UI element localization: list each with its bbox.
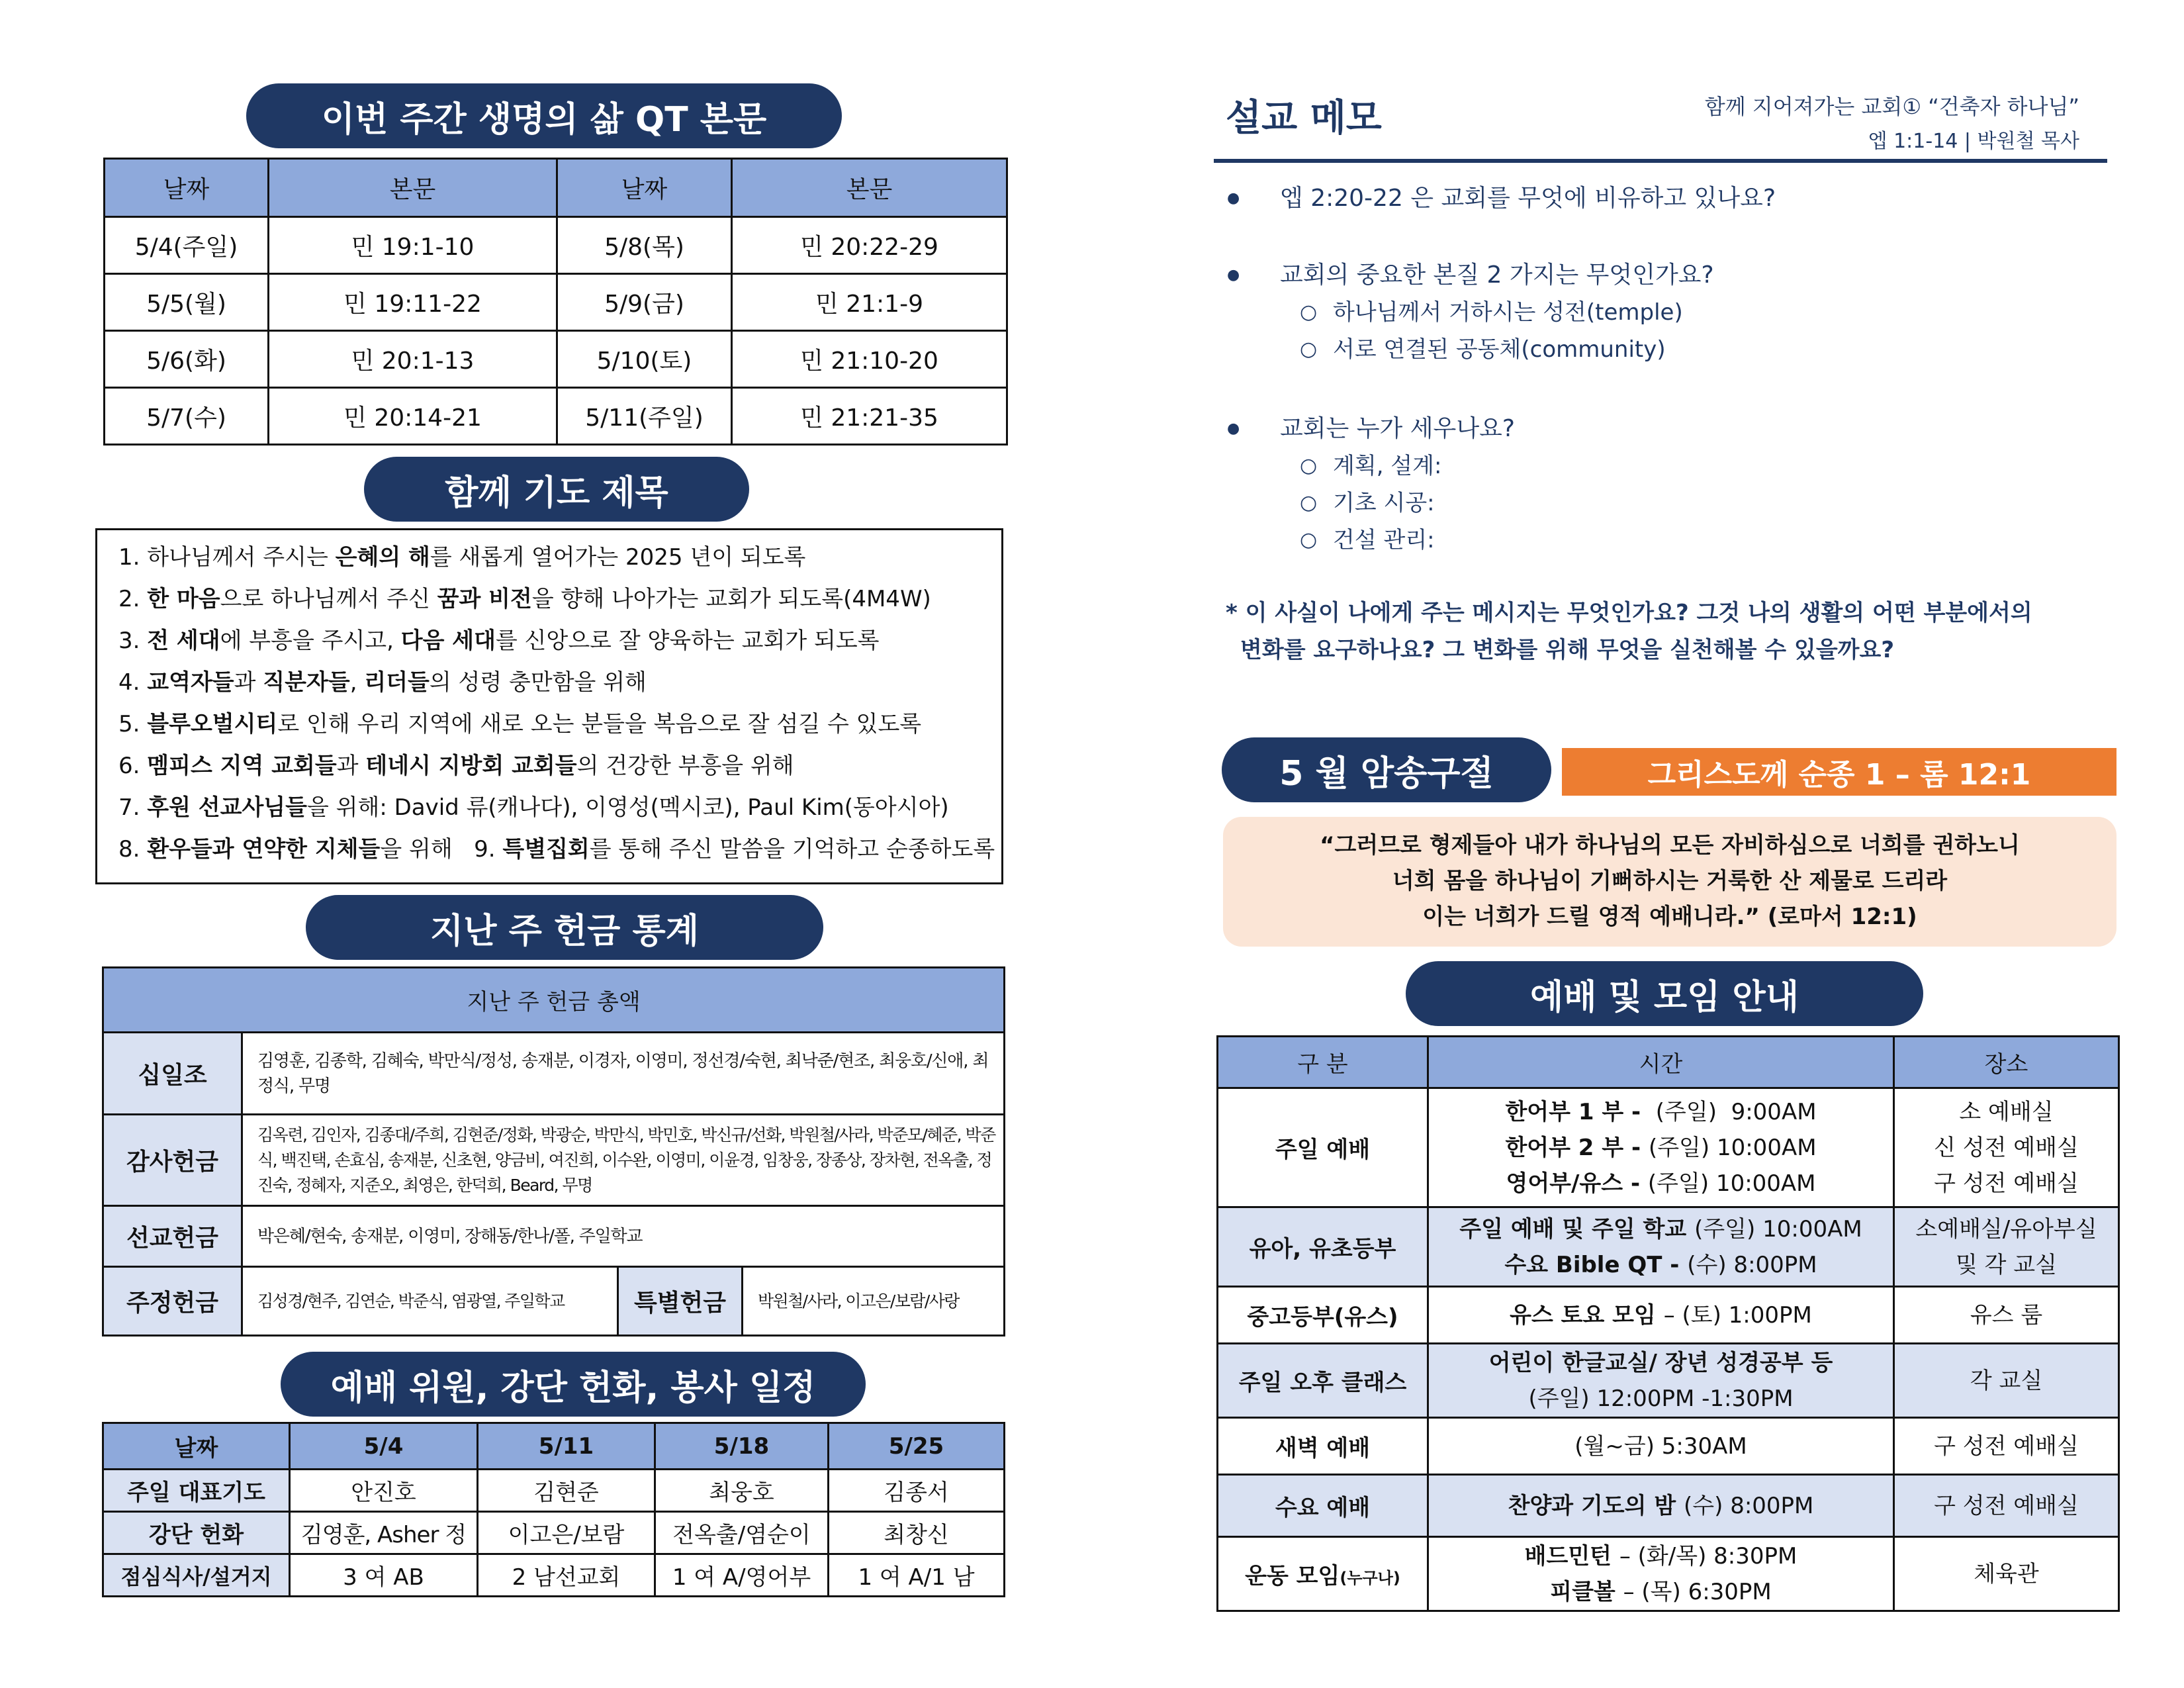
prayer-title-banner <box>364 457 749 522</box>
prayer-list <box>118 537 1001 870</box>
duty-cell: 안진호 <box>290 1470 478 1512</box>
prayer-item <box>118 745 1001 787</box>
sermon-sub-point: ○ 하나님께서 거하시는 성전(temple) <box>1220 294 2094 331</box>
table-row <box>1218 1537 2119 1611</box>
prayer-item-text: 한 마음 <box>147 586 220 612</box>
table-row <box>103 1512 1005 1554</box>
verse-box <box>1223 817 2116 947</box>
worship-time-text: (주일) 9:00AM <box>1648 1098 1817 1125</box>
worship-category-label: 유아, 유초등부 <box>1249 1236 1396 1262</box>
prayer-item-number: 8. <box>118 836 148 863</box>
worship-time-line <box>1429 1247 1893 1283</box>
duty-cell: 1 여 A/영어부 <box>655 1554 829 1597</box>
worship-place-line: 소 예배실 <box>1959 1098 2054 1125</box>
qt-cell: 5/11(주일) <box>557 388 732 445</box>
worship-category <box>1218 1475 1428 1537</box>
prayer-item <box>118 537 1001 579</box>
prayer-item-text: 에 부흥을 주시고, <box>220 628 401 654</box>
qt-cell: 민 21:21-35 <box>732 388 1007 445</box>
sermon-divider <box>1214 159 2107 163</box>
worship-time-line <box>1429 1211 1893 1247</box>
table-row <box>103 1206 1005 1267</box>
table-row <box>103 1554 1005 1597</box>
offering-names: 박원철/사라, 이고은/보람/사랑 <box>743 1267 1005 1336</box>
worship-place <box>1894 1207 2119 1287</box>
qt-cell: 민 20:1-13 <box>269 331 557 388</box>
worship-place-line: 구 성전 예배실 <box>1934 1492 2079 1519</box>
worship-category <box>1218 1207 1428 1287</box>
offering-names: 박은혜/현숙, 송재분, 이영미, 장해동/한나/폴, 주일학교 <box>242 1206 1005 1267</box>
prayer-item-text: 블루오벌시티 <box>147 711 278 737</box>
worship-category <box>1218 1287 1428 1344</box>
prayer-item-number: 7. <box>118 794 148 821</box>
worship-time-text: 찬양과 기도의 밤 <box>1508 1492 1684 1519</box>
table-row <box>105 388 1007 445</box>
worship-time-text: 주일 예배 및 주일 학교 <box>1459 1215 1695 1243</box>
verse-line: “그러므로 형제들아 내가 하나님의 모든 자비하심으로 너희를 권하노니 <box>1320 832 2020 859</box>
prayer-item-text: 다음 세대 <box>400 628 496 654</box>
duty-title: 예배 위원, 강단 헌화, 봉사 일정 <box>330 1368 816 1408</box>
offering-table <box>102 966 1005 1336</box>
qt-cell: 5/4(주일) <box>105 217 269 274</box>
offering-title-banner <box>306 895 823 960</box>
worship-place-line: 및 각 교실 <box>1956 1251 2057 1278</box>
duty-label: 강단 헌화 <box>103 1512 290 1554</box>
prayer-box <box>95 528 1003 884</box>
table-row <box>1218 1344 2119 1418</box>
prayer-item-text: 과 <box>336 753 366 779</box>
worship-category <box>1218 1088 1428 1207</box>
sermon-sub-point: ○ 건설 관리: <box>1220 522 2094 559</box>
qt-header-passage: 본문 <box>732 159 1007 217</box>
worship-place <box>1894 1418 2119 1475</box>
worship-category-note: (누구나) <box>1340 1569 1400 1587</box>
worship-time-text: (주일) 10:00AM <box>1694 1215 1862 1243</box>
worship-category-label: 중고등부(유스) <box>1247 1304 1398 1331</box>
worship-place-line: 소예배실/유아부실 <box>1915 1215 2097 1243</box>
worship-time <box>1428 1287 1894 1344</box>
worship-title-banner <box>1406 961 1923 1026</box>
prayer-item-text: 교역자들 <box>147 669 234 696</box>
qt-cell: 민 20:22-29 <box>732 217 1007 274</box>
prayer-item <box>118 579 1001 620</box>
verse-line: 너희 몸을 하나님이 기뻐하시는 거룩한 산 제물로 드리라 <box>1392 868 1948 894</box>
worship-time <box>1428 1537 1894 1611</box>
worship-time-text: (월~금) 5:30AM <box>1574 1432 1747 1460</box>
worship-category-label: 새벽 예배 <box>1275 1435 1371 1462</box>
prayer-item-text: 을 위해 9. <box>380 836 503 863</box>
qt-cell: 민 19:1-10 <box>269 217 557 274</box>
offering-label: 주정헌금 <box>103 1267 242 1336</box>
sermon-reference: 엡 1:1-14 | 박원철 목사 <box>1868 130 2079 153</box>
verse-tag-label: 그리스도께 순종 1 – 롬 12:1 <box>1647 758 2031 792</box>
table-row <box>1218 1475 2119 1537</box>
duty-cell: 김종서 <box>829 1470 1005 1512</box>
prayer-item <box>118 620 1001 662</box>
offering-names: 김영훈, 김종학, 김혜숙, 박만식/정성, 송재분, 이경자, 이영미, 정선경/숙현, 최낙준/현조, 최웅호/신애, 최정식, 무명 <box>242 1033 1005 1115</box>
worship-time-line <box>1429 1297 1893 1333</box>
verse-title-banner <box>1222 737 1551 802</box>
worship-time <box>1428 1088 1894 1207</box>
worship-place <box>1894 1287 2119 1344</box>
qt-cell: 민 20:14-21 <box>269 388 557 445</box>
worship-time-text: – (목) 6:30PM <box>1623 1578 1772 1605</box>
qt-cell: 민 19:11-22 <box>269 274 557 331</box>
worship-time-text: 한어부 2 부 - <box>1505 1134 1649 1161</box>
worship-title: 예배 및 모임 안내 <box>1530 977 1799 1017</box>
qt-cell: 5/8(목) <box>557 217 732 274</box>
offering-label: 특별헌금 <box>618 1267 743 1336</box>
table-row <box>1218 1418 2119 1475</box>
prayer-item <box>118 704 1001 745</box>
worship-place <box>1894 1537 2119 1611</box>
prayer-title: 함께 기도 제목 <box>445 473 668 513</box>
prayer-item-number: 1. <box>118 544 148 571</box>
prayer-item-text: 을 위해: David 류(캐나다), 이영성(멕시코), Paul Kim(동아시아) <box>307 794 949 821</box>
qt-cell: 5/10(토) <box>557 331 732 388</box>
qt-cell: 민 21:10-20 <box>732 331 1007 388</box>
prayer-item-text: 로 인해 우리 지역에 새로 오는 분들을 복음으로 잘 섬길 수 있도록 <box>277 711 922 737</box>
duty-header: 5/11 <box>478 1423 655 1470</box>
offering-label: 십일조 <box>103 1033 242 1115</box>
worship-time-text: (주일) 12:00PM -1:30PM <box>1528 1385 1794 1412</box>
worship-table <box>1216 1035 2120 1612</box>
offering-title: 지난 주 헌금 통계 <box>430 911 699 951</box>
worship-place-line: 체육관 <box>1974 1560 2039 1587</box>
duty-cell: 2 남선교회 <box>478 1554 655 1597</box>
prayer-item-text: 전 세대 <box>147 628 220 654</box>
prayer-item-text: 의 건강한 부흥을 위해 <box>576 753 794 779</box>
duty-cell: 3 여 AB <box>290 1554 478 1597</box>
prayer-item-text: 꿈과 비전 <box>437 586 532 612</box>
duty-title-banner <box>281 1352 866 1417</box>
qt-header-date: 날짜 <box>557 159 732 217</box>
sermon-note-line: * 이 사실이 나에게 주는 메시지는 무엇인가요? 그것 나의 생활의 어떤 부분에서의 <box>1226 600 2032 626</box>
qt-table <box>103 158 1008 445</box>
duty-cell: 김영훈, Asher 정 <box>290 1512 478 1554</box>
duty-header: 5/4 <box>290 1423 478 1470</box>
qt-header-passage: 본문 <box>269 159 557 217</box>
worship-time-line <box>1429 1094 1893 1130</box>
table-row <box>105 274 1007 331</box>
worship-time-text: (주일) 10:00AM <box>1647 1170 1816 1197</box>
prayer-item-number: 3. <box>118 628 148 654</box>
prayer-item-text: 리더들 <box>364 669 430 696</box>
sermon-note <box>1226 594 2032 669</box>
worship-place-line: 구 성전 예배실 <box>1934 1432 2079 1460</box>
worship-time-line <box>1429 1130 1893 1166</box>
prayer-item-text: 과 <box>234 669 263 696</box>
prayer-item-text: 직분자들 <box>263 669 350 696</box>
prayer-item-text: 은혜의 해 <box>335 544 430 571</box>
sermon-sub-point: ○ 서로 연결된 공동체(community) <box>1220 331 2094 368</box>
worship-time-text: 어린이 한글교실/ 장년 성경공부 등 <box>1488 1349 1833 1376</box>
prayer-item-text: 하나님께서 주시는 <box>147 544 336 571</box>
duty-cell: 최창신 <box>829 1512 1005 1554</box>
sermon-question: ● 엡 2:20-22 은 교회를 무엇에 비유하고 있나요? <box>1220 180 2094 217</box>
qt-cell: 민 21:1-9 <box>732 274 1007 331</box>
table-row <box>105 331 1007 388</box>
verse-title: 5 월 암송구절 <box>1279 753 1494 794</box>
worship-time-text: 수요 Bible QT - <box>1504 1251 1688 1278</box>
table-row <box>103 1115 1005 1206</box>
prayer-item <box>118 829 1001 870</box>
table-row <box>1218 1287 2119 1344</box>
table-row <box>103 1267 1005 1336</box>
prayer-item-text: 테네시 지방회 교회들 <box>365 753 577 779</box>
qt-cell: 5/6(화) <box>105 331 269 388</box>
worship-place-line: 구 성전 예배실 <box>1934 1170 2079 1197</box>
duty-cell: 전옥출/염순이 <box>655 1512 829 1554</box>
worship-place <box>1894 1475 2119 1537</box>
worship-category-label: 주일 오후 클래스 <box>1238 1370 1407 1396</box>
verse-tag <box>1562 748 2116 796</box>
worship-place-line: 유스 룸 <box>1970 1301 2043 1329</box>
worship-time-line <box>1429 1381 1893 1417</box>
table-row <box>105 217 1007 274</box>
worship-header: 장소 <box>1894 1037 2119 1088</box>
duty-header: 5/25 <box>829 1423 1005 1470</box>
prayer-item-text: 특별집회 <box>502 836 590 863</box>
sermon-title: 설교 메모 <box>1226 97 1382 140</box>
worship-time-line <box>1429 1488 1893 1524</box>
worship-header: 시간 <box>1428 1037 1894 1088</box>
table-row <box>103 1033 1005 1115</box>
qt-cell: 5/9(금) <box>557 274 732 331</box>
prayer-item-text: 환우들과 연약한 지체들 <box>147 836 381 863</box>
prayer-item <box>118 787 1001 829</box>
prayer-item-number: 5. <box>118 711 148 737</box>
duty-label: 점심식사/설거지 <box>103 1554 290 1597</box>
duty-table <box>102 1422 1005 1597</box>
duty-cell: 이고은/보람 <box>478 1512 655 1554</box>
duty-cell: 김현준 <box>478 1470 655 1512</box>
worship-header: 구 분 <box>1218 1037 1428 1088</box>
table-row <box>1218 1088 2119 1207</box>
worship-time-text: – (화/목) 8:30PM <box>1619 1542 1797 1570</box>
sermon-question-list <box>1220 180 2094 559</box>
worship-time <box>1428 1344 1894 1418</box>
prayer-item <box>118 662 1001 704</box>
prayer-item-text: 후원 선교사님들 <box>147 794 307 821</box>
prayer-item-text: 를 새롭게 열어가는 2025 년이 되도록 <box>430 544 806 571</box>
sermon-note-line: 변화를 요구하나요? 그 변화를 위해 무엇을 실천해볼 수 있을까요? <box>1240 637 1895 663</box>
worship-time <box>1428 1207 1894 1287</box>
worship-category-label: 주일 예배 <box>1275 1137 1371 1163</box>
worship-time-text: 영어부/유스 - <box>1506 1170 1648 1197</box>
worship-time-text: 배드민턴 <box>1524 1542 1619 1570</box>
worship-category <box>1218 1418 1428 1475</box>
worship-time <box>1428 1475 1894 1537</box>
qt-cell: 5/5(월) <box>105 274 269 331</box>
worship-category <box>1218 1537 1428 1611</box>
duty-cell: 1 여 A/1 남 <box>829 1554 1005 1597</box>
sermon-series: 함께 지어져가는 교회① “건축자 하나님” <box>1704 94 2079 119</box>
prayer-item-text: 를 통해 주신 말씀을 기억하고 순종하도록 <box>589 836 995 863</box>
prayer-item-number: 6. <box>118 753 148 779</box>
sermon-sub-point: ○ 기초 시공: <box>1220 485 2094 522</box>
sermon-question: ● 교회는 누가 세우나요? <box>1220 410 2094 447</box>
worship-category-label: 수요 예배 <box>1275 1495 1371 1521</box>
offering-total-header: 지난 주 헌금 총액 <box>103 968 1005 1033</box>
worship-category-label: 운동 모임 <box>1245 1563 1340 1589</box>
verse-line: 이는 너희가 드릴 영적 예배니라.” (로마서 12:1) <box>1422 904 1917 930</box>
offering-label: 선교헌금 <box>103 1206 242 1267</box>
prayer-item-text: 멤피스 지역 교회들 <box>147 753 337 779</box>
worship-time <box>1428 1418 1894 1475</box>
prayer-item-text: 의 성령 충만함을 위해 <box>429 669 647 696</box>
worship-time-line <box>1429 1538 1893 1574</box>
table-row <box>1218 1207 2119 1287</box>
prayer-item-text: 를 신앙으로 잘 양육하는 교회가 되도록 <box>495 628 880 654</box>
duty-cell: 최웅호 <box>655 1470 829 1512</box>
worship-time-line <box>1429 1166 1893 1201</box>
sermon-sub-point: ○ 계획, 설계: <box>1220 447 2094 485</box>
worship-time-text: – (토) 1:00PM <box>1663 1301 1812 1329</box>
worship-place <box>1894 1088 2119 1207</box>
worship-place <box>1894 1344 2119 1418</box>
qt-title-banner <box>246 83 842 148</box>
duty-header: 5/18 <box>655 1423 829 1470</box>
worship-place-line: 각 교실 <box>1970 1367 2043 1394</box>
worship-time-text: (수) 8:00PM <box>1684 1492 1814 1519</box>
worship-time-text: 피클볼 <box>1550 1578 1623 1605</box>
offering-names: 김옥련, 김인자, 김종대/주희, 김현준/정화, 박광순, 박만식, 박민호, 박신규/선화, 박원철/사라, 박준모/혜준, 박준식, 백진택, 손효심, 송재분, 신초현, 양금비, 여진희, 이수완, 이영미, 이윤경, 임창웅, 장종상, 장차현, 전옥출, 정진숙, 정혜자, 지준오, 최영은, 한덕희, Beard, 무명 <box>242 1115 1005 1206</box>
worship-place-line: 신 성전 예배실 <box>1934 1134 2079 1161</box>
qt-header-date: 날짜 <box>105 159 269 217</box>
worship-time-line <box>1429 1429 1893 1464</box>
prayer-item-text: 으로 하나님께서 주신 <box>220 586 437 612</box>
offering-label: 감사헌금 <box>103 1115 242 1206</box>
prayer-item-text: , <box>349 669 365 696</box>
duty-header: 날짜 <box>103 1423 290 1470</box>
duty-label: 주일 대표기도 <box>103 1470 290 1512</box>
prayer-item-text: 을 향해 나아가는 교회가 되도록(4M4W) <box>531 586 931 612</box>
worship-time-text: (수) 8:00PM <box>1687 1251 1817 1278</box>
prayer-item-number: 4. <box>118 669 148 696</box>
prayer-item-number: 2. <box>118 586 148 612</box>
worship-time-text: 한어부 1 부 - <box>1505 1098 1649 1125</box>
worship-category <box>1218 1344 1428 1418</box>
offering-names: 김성경/현주, 김연순, 박준식, 염광열, 주일학교 <box>242 1267 618 1336</box>
worship-time-text: (주일) 10:00AM <box>1648 1134 1817 1161</box>
qt-cell: 5/7(수) <box>105 388 269 445</box>
worship-time-line <box>1429 1345 1893 1381</box>
sermon-question: ● 교회의 중요한 본질 2 가지는 무엇인가요? <box>1220 257 2094 294</box>
worship-time-line <box>1429 1574 1893 1610</box>
worship-time-text: 유스 토요 모임 <box>1510 1301 1664 1329</box>
table-row <box>103 1470 1005 1512</box>
qt-title: 이번 주간 생명의 삶 QT 본문 <box>321 99 767 140</box>
